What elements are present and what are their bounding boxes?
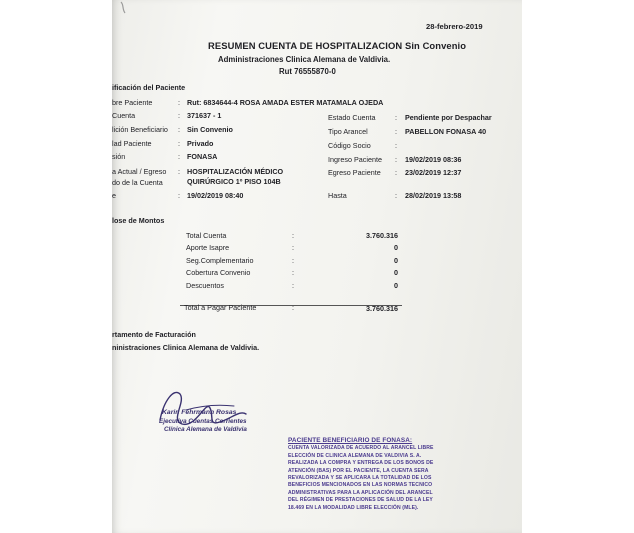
until-value: 28/02/2019 13:58 bbox=[405, 191, 462, 200]
billing-title: rtamento de Facturación bbox=[112, 330, 196, 339]
stamp-line: ATENCIÓN (BAS) POR EL PACIENTE, LA CUENTA SERA bbox=[288, 467, 429, 474]
stamp-line: ELECCIÓN DE CLINICA ALEMANA DE VALDIVIA S. A. bbox=[288, 452, 422, 459]
signer-role: Ejecutiva Cuentas Corrientes bbox=[159, 418, 247, 425]
insurance-label: sión bbox=[112, 152, 126, 161]
fonasa-stamp bbox=[288, 437, 458, 512]
account-label: Cuenta bbox=[112, 111, 136, 120]
stamp-title: PACIENTE BENEFICIARIO DE FONASA: bbox=[288, 437, 413, 444]
billing-value: ninistraciones Clinica Alemana de Valdivia. bbox=[112, 343, 260, 352]
stamp-line: REALIZADA LA COMPRA Y ENTREGA DE LOS BONOS DE bbox=[288, 460, 434, 467]
total-to-pay-value: 3.760.316 bbox=[366, 304, 398, 313]
discharge-value: 23/02/2019 12:37 bbox=[405, 168, 462, 177]
document-page: 28-febrero-2019 RESUMEN CUENTA DE HOSPITALIZACION Sin Convenio Administraciones Clinica Alemana de Valdivia. Rut 76555870-0 ificación del Paciente bre Paciente Cuenta lición Beneficiario lad Paciente sión a Actual / Egreso do de la Cuenta e : : : : : : : Rut: 6834644-4 ROSA AMADA ESTER MATAMALA OJEDA 371637 - 1 Sin Convenio Privado FONASA HOSPITALIZACIÓN MÉDICO QUIRÚRGICO 1º PISO 104B 19/02/2019 08:40 Estado Cuenta Tipo Arancel Código Socio Ingreso Paciente Egreso Paciente Hasta : : : : : : Pendiente por Despachar PABELLON FONASA 40 19/02/2019 08:36 23/02/2019 12:37 28/02/2019 13:58 lose de Montos Total Cuenta Aporte Isapre Seg.Complementario Cobertura Convenio Descuentos : : : : : 3.760.316 0 0 0 0 Total a Pagar Paciente : 3.760.316 rtamento de Facturación ninistraciones Clinica Alemana de Valdivia. Karin Fehrmann Rosas Ejecutiva Cuentas Corrientes Clínica Alemana de Valdivia PACIENTE BENEFICIARIO DE FONASA: CUENTA VALORIZADA DE ACUERDO AL ARANCEL LIBRE ELECCIÓN DE CLINICA ALEMANA DE VALDIVIA S. A. REALIZADA LA COMPRA Y ENTREGA DE LOS BONOS DE ATENCIÓN (BAS) POR EL PACIENTE, LA CUENTA SERA REVALORIZADA Y SE APLICARA LA TOTALIDAD DE LOS BENEFICIOS MENCIONADOS EN LAS NORMAS TECNICO ADMINISTRATIVAS PARA LA APLICACIÓN DEL ARANCEL DEL RÉGIMEN DE PRESTACIONES DE SALUD DE LA LEY 18.469 EN LA MODALIDAD LIBRE ELECCIÓN (MLE). bbox=[112, 0, 522, 533]
amount-value-seg: 0 bbox=[394, 256, 398, 265]
document-subtitle: Administraciones Clinica Alemana de Valdivia. bbox=[218, 55, 391, 64]
patient-type-label: lad Paciente bbox=[112, 139, 152, 148]
document-title: RESUMEN CUENTA DE HOSPITALIZACION Sin Convenio bbox=[208, 40, 467, 51]
stamp-line: ADMINISTRATIVAS PARA LA APLICACIÓN DEL ARANCEL bbox=[288, 489, 433, 496]
date-label: e bbox=[112, 191, 116, 200]
area-label: a Actual / Egreso bbox=[112, 167, 167, 176]
account-status-value: Pendiente por Despachar bbox=[405, 113, 492, 122]
area-value: HOSPITALIZACIÓN MÉDICO bbox=[187, 167, 284, 176]
stamp-line: CUENTA VALORIZADA DE ACUERDO AL ARANCEL LIBRE bbox=[288, 445, 434, 452]
patient-name-value: Rut: 6834644-4 ROSA AMADA ESTER MATAMALA OJEDA bbox=[187, 98, 384, 107]
amount-label-descuentos: Descuentos bbox=[186, 281, 224, 290]
tariff-type-label: Tipo Arancel bbox=[328, 127, 368, 136]
amount-value-convenio: 0 bbox=[394, 268, 398, 277]
date-value: 19/02/2019 08:40 bbox=[187, 191, 244, 200]
until-label: Hasta bbox=[328, 191, 347, 200]
discharge-label: Egreso Paciente bbox=[328, 168, 381, 177]
signer-name: Karin Fehrmann Rosas bbox=[162, 409, 237, 416]
amount-label-seg: Seg.Complementario bbox=[186, 256, 254, 265]
company-rut: Rut 76555870-0 bbox=[279, 67, 336, 76]
patient-type-value: Privado bbox=[187, 139, 214, 148]
corner-mark-icon bbox=[118, 0, 130, 18]
admission-label: Ingreso Paciente bbox=[328, 155, 382, 164]
amount-value-isapre: 0 bbox=[394, 243, 398, 252]
document-date: 28-febrero-2019 bbox=[426, 22, 483, 31]
amount-value-total: 3.760.316 bbox=[366, 231, 398, 240]
amount-label-isapre: Aporte Isapre bbox=[186, 243, 230, 252]
beneficiary-label: lición Beneficiario bbox=[112, 125, 168, 134]
patient-name-label: bre Paciente bbox=[112, 98, 153, 107]
stamp-line: 18.469 EN LA MODALIDAD LIBRE ELECCIÓN (MLE). bbox=[288, 504, 419, 511]
amount-label-convenio: Cobertura Convenio bbox=[186, 268, 251, 277]
stamp-line: BENEFICIOS MENCIONADOS EN LAS NORMAS TECNICO bbox=[288, 482, 433, 489]
area-value-2: QUIRÚRGICO 1º PISO 104B bbox=[187, 177, 281, 186]
amounts-section-title: lose de Montos bbox=[112, 216, 165, 225]
beneficiary-value: Sin Convenio bbox=[187, 125, 233, 134]
admission-value: 19/02/2019 08:36 bbox=[405, 155, 462, 164]
amount-label-total: Total Cuenta bbox=[186, 231, 227, 240]
amount-value-descuentos: 0 bbox=[394, 281, 398, 290]
account-state-label: do de la Cuenta bbox=[112, 178, 163, 187]
tariff-type-value: PABELLON FONASA 40 bbox=[405, 127, 487, 136]
signer-organization: Clínica Alemana de Valdivia bbox=[164, 426, 247, 433]
stamp-line: REVALORIZADA Y SE APLICARA LA TOTALIDAD DE LOS bbox=[288, 475, 432, 482]
insurance-value: FONASA bbox=[187, 152, 218, 161]
stamp-line: DEL RÉGIMEN DE PRESTACIONES DE SALUD DE LA LEY bbox=[288, 497, 433, 504]
patient-section-title: ificación del Paciente bbox=[112, 83, 186, 92]
account-value: 371637 - 1 bbox=[187, 111, 222, 120]
member-code-label: Código Socio bbox=[328, 141, 371, 150]
total-to-pay-label: Total a Pagar Paciente bbox=[184, 303, 257, 312]
account-status-label: Estado Cuenta bbox=[328, 113, 376, 122]
